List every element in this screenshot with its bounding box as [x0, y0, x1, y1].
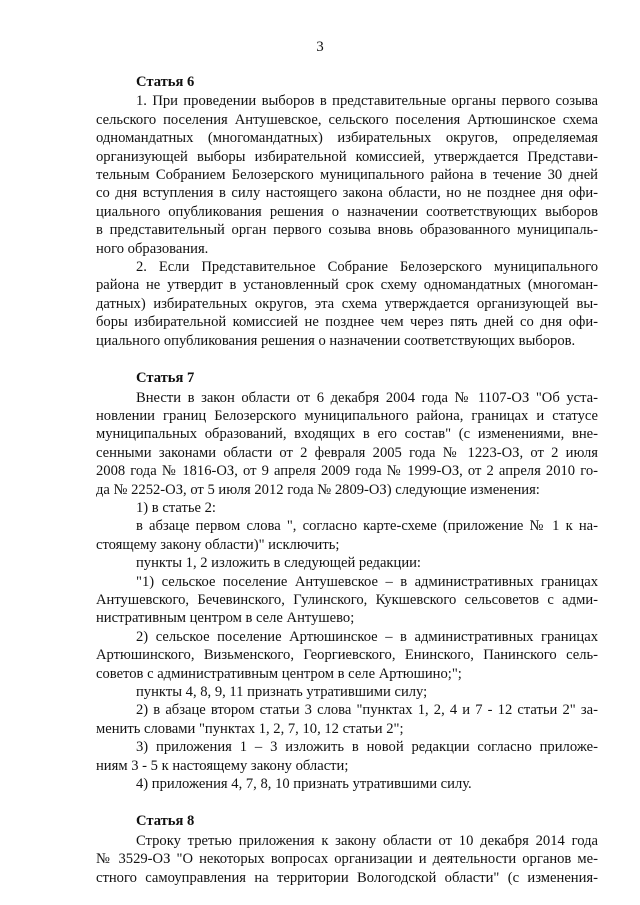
article-section — [96, 812, 598, 887]
text-line: ного образования. — [96, 240, 209, 257]
article-section — [96, 369, 598, 793]
text-line: Внести в закон области от 6 декабря 2004 года № 1107-ОЗ "Об уста- — [136, 389, 598, 406]
text-line: да № 2252-ОЗ, от 5 июля 2012 года № 2809-ОЗ) следующие изменения: — [96, 481, 540, 498]
article-section — [96, 73, 598, 350]
text-line: стного самоуправления на территории Вологодской области" (с изменения- — [96, 869, 598, 886]
text-line: сенными законами области от 2 февраля 2005 года № 1223-ОЗ, от 2 июля — [96, 444, 598, 461]
article-spacer — [96, 350, 598, 369]
text-line: циального опубликования решения о назначении соответствующих выборов — [96, 203, 598, 220]
text-line: в представительный орган первого созыва вновь образованного муниципаль- — [96, 222, 598, 239]
article-heading: Статья 7 — [136, 370, 195, 387]
article-heading: Статья 6 — [136, 74, 195, 90]
text-line: Антушевского, Бечевинского, Гулинского, Кукшевского сельсоветов с адми- — [96, 591, 598, 608]
text-line: новлении границ Белозерского муниципального района, границах и статусе — [96, 407, 598, 424]
text-line: "1) сельское поселение Антушевское – в административных границах — [136, 573, 598, 590]
page-number: 3 — [316, 39, 324, 55]
text-line: 2. Если Представительное Собрание Белозерского муниципального — [136, 259, 598, 276]
text-line: № 3529-ОЗ "О некоторых вопросах организации и деятельности органов ме- — [96, 851, 598, 868]
text-line: 3) приложения 1 – 3 изложить в новой редакции согласно приложе- — [136, 739, 598, 756]
text-line: 1. При проведении выборов в представительные органы первого созыва — [136, 93, 598, 110]
text-line: циального опубликования решения о назначении соответствующих выборов. — [96, 332, 576, 349]
article-heading: Статья 8 — [136, 813, 195, 830]
text-line: Строку третью приложения к закону области от 10 декабря 2014 года — [136, 832, 598, 849]
text-line: организующей выборы избирательной комиссией, утверждается Представи- — [96, 148, 598, 165]
text-line: со дня вступления в силу настоящего закона области, но не позднее дня офи- — [96, 185, 598, 202]
text-line: пункты 1, 2 изложить в следующей редакции: — [136, 555, 421, 572]
text-line: нистративным центром в селе Антушево; — [96, 610, 355, 627]
text-line: в абзаце первом слова ", согласно карте-схеме (приложение № 1 к на- — [136, 518, 598, 535]
text-line: Артюшинского, Визьменского, Георгиевского, Енинского, Панинского сель- — [96, 647, 598, 664]
text-line: 2008 года № 1816-ОЗ, от 9 апреля 2009 года № 1999-ОЗ, от 2 апреля 2010 го- — [96, 463, 598, 480]
text-line: стоящему закону области)" исключить; — [96, 536, 340, 553]
text-line: советов с административным центром в селе Артюшино;"; — [96, 665, 462, 682]
text-line: тельным Собранием Белозерского муниципального района в течение 30 дней — [96, 167, 598, 184]
text-line: одномандатных (многомандатных) избирательных округов, определяемая — [96, 130, 598, 147]
text-line: 2) в абзаце втором статьи 3 слова "пунктах 1, 2, 4 и 7 - 12 статьи 2" за- — [136, 702, 598, 719]
text-line: ниям 3 - 5 к настоящему закону области; — [96, 757, 349, 774]
text-line: пункты 4, 8, 9, 11 признать утратившими силу; — [136, 684, 428, 700]
text-line: района не утвердит в установленный срок схему одномандатных (многоман- — [96, 277, 598, 294]
text-line: сельского поселения Антушевское, сельского поселения Артюшинское схема — [96, 111, 598, 128]
text-line: боры избирательной комиссией не позднее чем через пять дней со дня офи- — [96, 314, 598, 331]
text-line: муниципальных образований, входящих в его состав" (с изменениями, вне- — [96, 426, 598, 443]
article-spacer — [96, 793, 598, 812]
text-line: 2) сельское поселение Артюшинское – в административных границах — [136, 628, 598, 645]
text-line: менить словами "пунктах 1, 2, 7, 10, 12 статьи 2"; — [96, 720, 404, 737]
text-line: 4) приложения 4, 7, 8, 10 признать утратившими силу. — [136, 776, 472, 793]
document-body — [96, 73, 598, 887]
text-line: датных) избирательных округов, эта схема утверждается организующей вы- — [96, 295, 598, 312]
text-line: 1) в статье 2: — [136, 499, 216, 516]
